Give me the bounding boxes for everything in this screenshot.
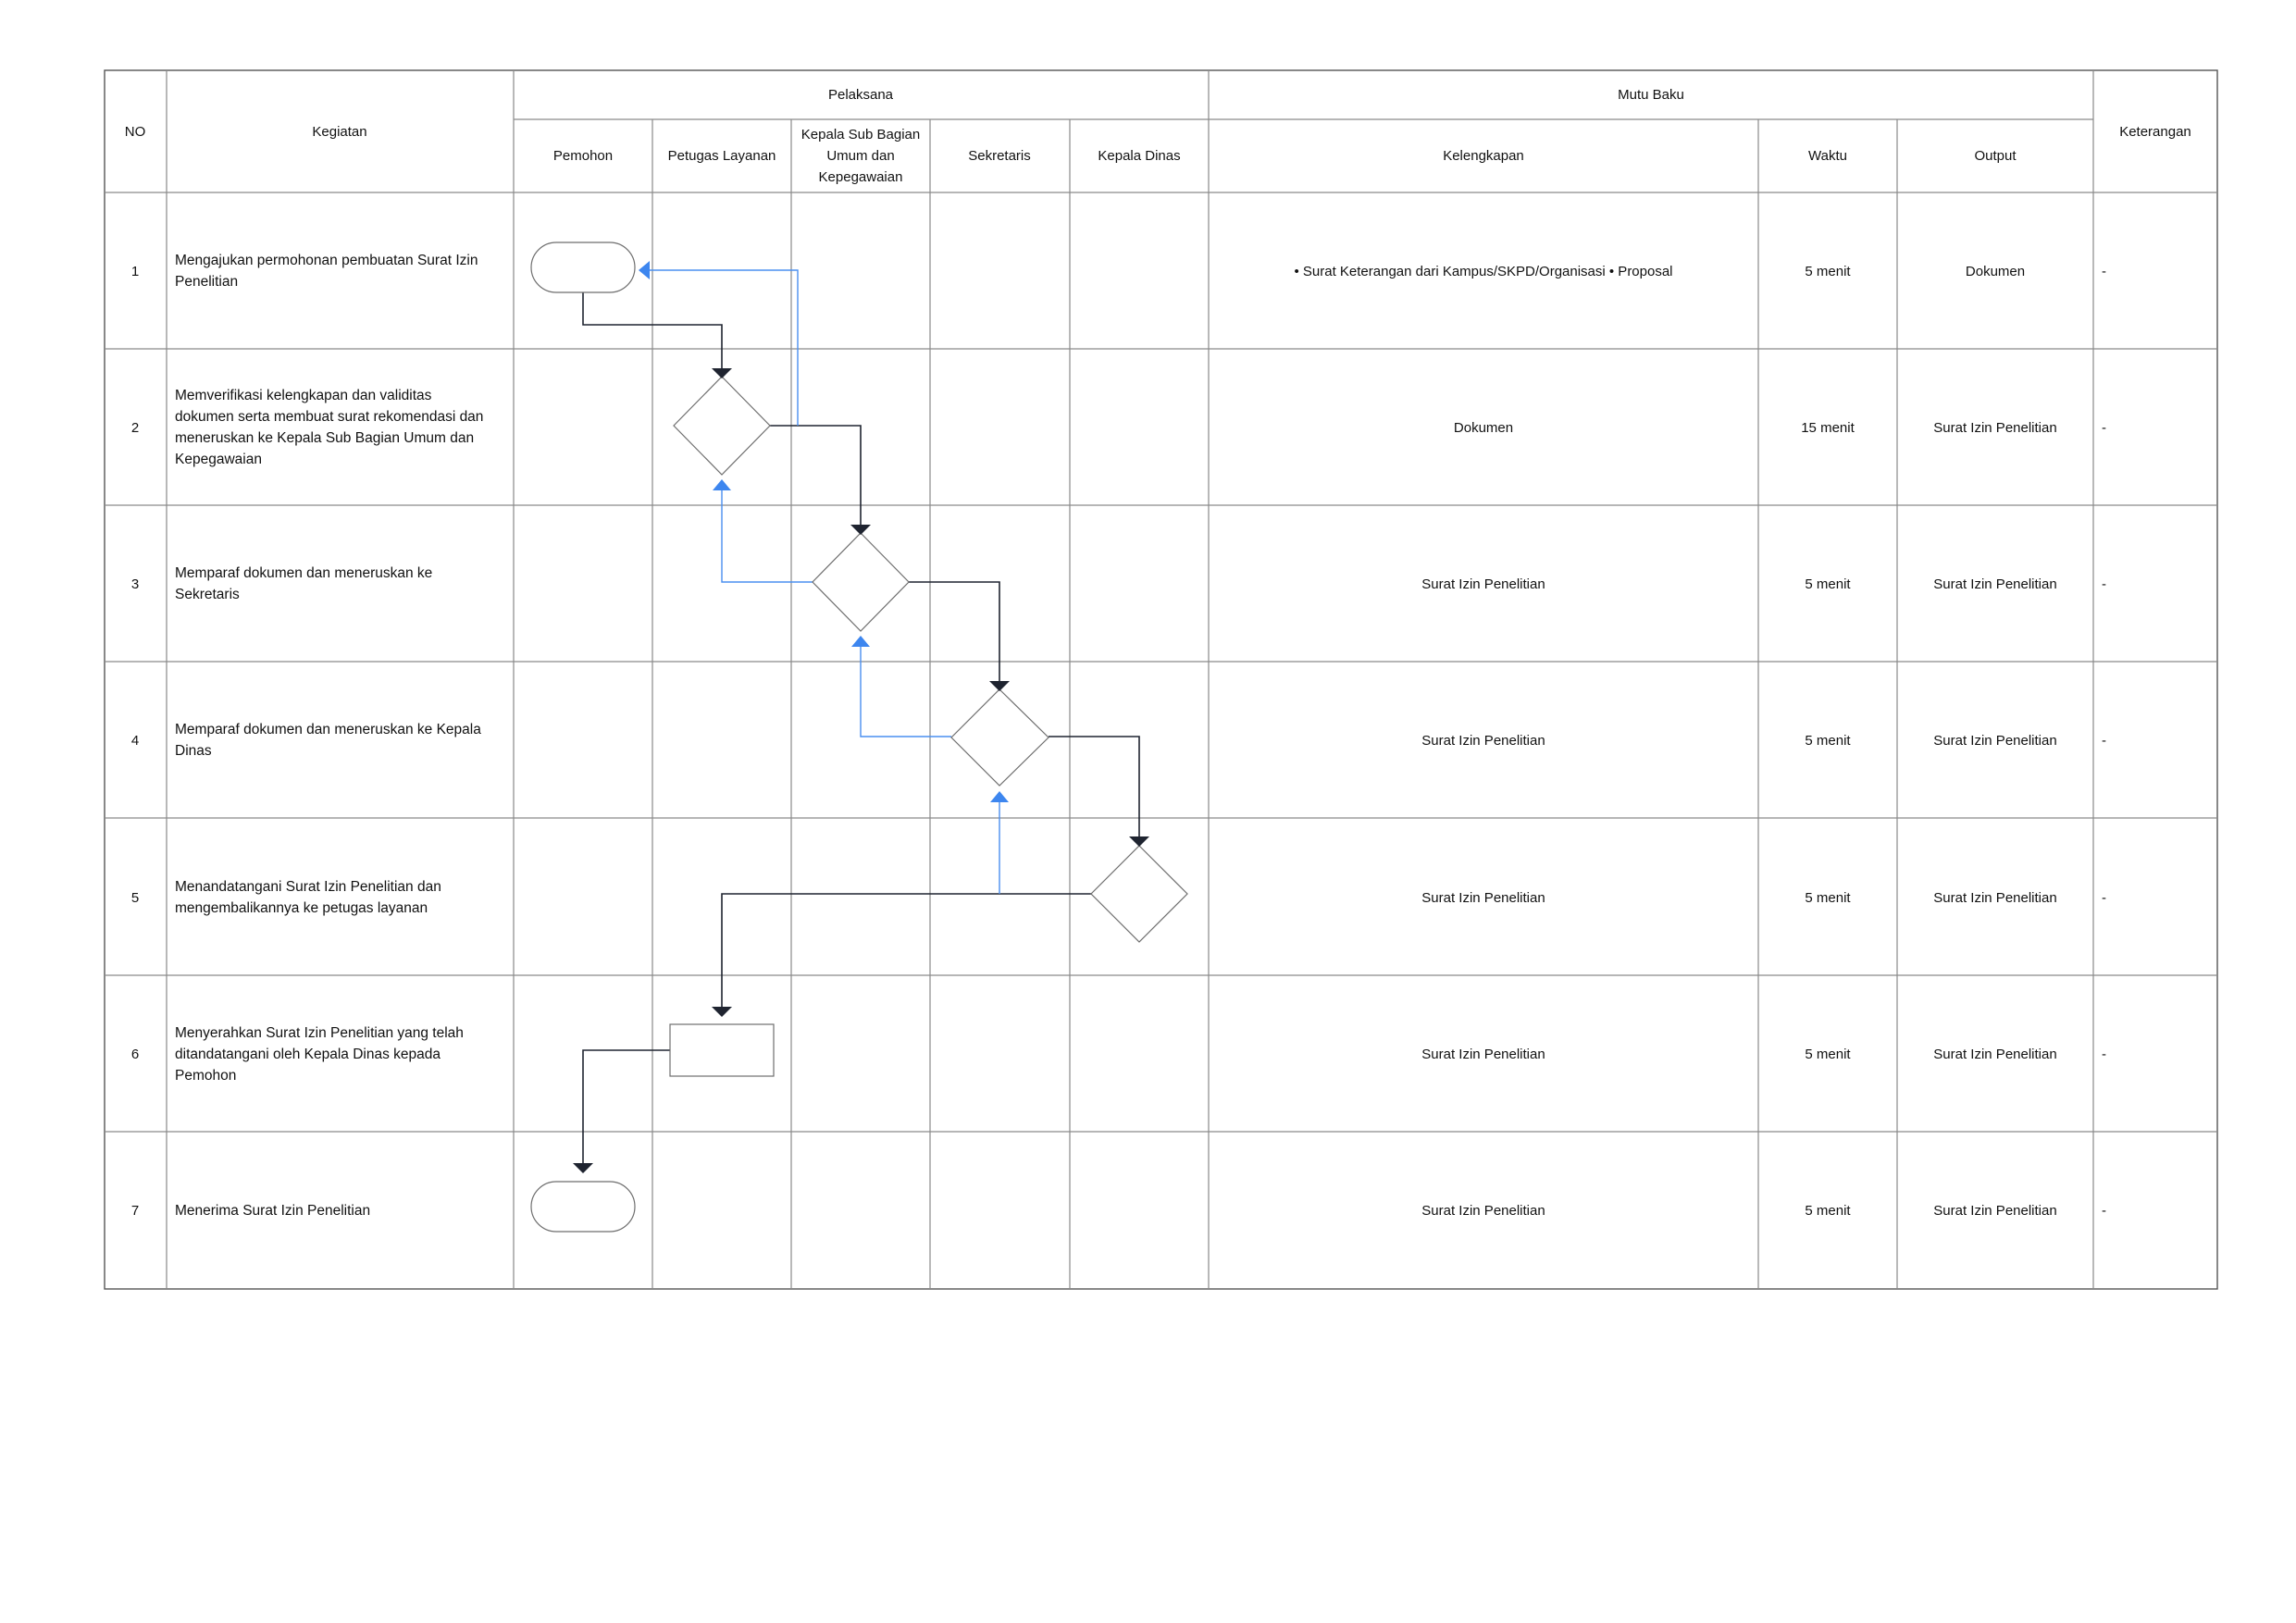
arrowhead-up-icon — [713, 479, 731, 490]
activity-text: Mengajukan permohonan pembuatan Surat Izin — [175, 253, 478, 268]
keterangan-cell: - — [2102, 890, 2106, 906]
decision-kadis-sign — [1091, 846, 1187, 942]
kelengkapan-cell: Surat Izin Penelitian — [1421, 576, 1545, 592]
output-cell: Surat Izin Penelitian — [1933, 1047, 2057, 1062]
decision-sekretaris-paraf — [951, 689, 1049, 786]
activity-text: Memparaf dokumen dan meneruskan ke — [175, 565, 433, 581]
keterangan-cell: - — [2102, 576, 2106, 592]
arrowhead-down-icon — [1129, 836, 1149, 847]
activity-text: Kepegawaian — [175, 452, 262, 467]
table-row — [131, 388, 2106, 467]
end-terminator — [531, 1182, 635, 1232]
output-cell: Surat Izin Penelitian — [1933, 1203, 2057, 1219]
keterangan-cell: - — [2102, 1203, 2106, 1219]
waktu-cell: 5 menit — [1805, 733, 1851, 749]
keterangan-cell: - — [2102, 264, 2106, 279]
kelengkapan-cell: Surat Izin Penelitian — [1421, 1047, 1545, 1062]
table-header — [125, 87, 2191, 185]
activity-text: meneruskan ke Kepala Sub Bagian Umum dan — [175, 430, 475, 446]
connector-5-to-6 — [722, 894, 1091, 1009]
activity-text: dokumen serta membuat surat rekomendasi dan — [175, 409, 484, 425]
row-number: 5 — [130, 890, 140, 906]
output-cell: Surat Izin Penelitian — [1933, 733, 2057, 749]
return-3-to-2 — [722, 485, 813, 582]
connector-4-to-5 — [1049, 737, 1139, 840]
waktu-cell: 5 menit — [1805, 1203, 1851, 1219]
keterangan-cell: - — [2102, 733, 2106, 749]
waktu-cell: 5 menit — [1805, 1047, 1851, 1062]
header-kegiatan: Kegiatan — [312, 124, 367, 140]
lane-header-kasubag-line-2: Umum dan — [826, 148, 895, 164]
table-row — [131, 722, 2106, 759]
header-output: Output — [1974, 148, 2017, 164]
return-4-to-3 — [861, 641, 951, 737]
waktu-cell: 15 menit — [1801, 420, 1855, 436]
waktu-cell: 5 menit — [1805, 264, 1851, 279]
flow-connectors — [583, 270, 1139, 1164]
connector-6-to-7 — [583, 1050, 670, 1164]
table-body — [131, 253, 2106, 1219]
activity-text: Menerima Surat Izin Penelitian — [175, 1203, 371, 1219]
row-number: 3 — [130, 576, 140, 592]
kelengkapan-cell: Surat Izin Penelitian — [1421, 1203, 1545, 1219]
header-pelaksana: Pelaksana — [827, 87, 894, 103]
activity-text: Menandatangani Surat Izin Penelitian dan — [175, 879, 441, 895]
connector-3-to-4 — [909, 582, 999, 684]
header-keterangan: Keterangan — [2119, 124, 2191, 140]
activity-text: Sekretaris — [175, 587, 240, 602]
activity-text: Memparaf dokumen dan meneruskan ke Kepala — [175, 722, 481, 737]
process-petugas-handover — [670, 1024, 774, 1076]
arrowhead-down-icon — [989, 681, 1010, 691]
start-terminator — [531, 242, 635, 292]
kelengkapan-cell: Dokumen — [1453, 420, 1514, 436]
keterangan-cell: - — [2102, 1047, 2106, 1062]
activity-text: Penelitian — [175, 274, 239, 290]
row-number: 4 — [130, 733, 140, 749]
output-cell: Dokumen — [1965, 264, 2026, 279]
activity-text: Dinas — [175, 743, 212, 759]
waktu-cell: 5 menit — [1805, 890, 1851, 906]
header-waktu: Waktu — [1808, 148, 1847, 164]
kelengkapan-cell: • Surat Keterangan dari Kampus/SKPD/Organisasi • Proposal — [1294, 264, 1673, 279]
keterangan-cell: - — [2102, 420, 2106, 436]
activity-text: Pemohon — [175, 1068, 237, 1084]
output-cell: Surat Izin Penelitian — [1933, 420, 2057, 436]
table-row — [131, 253, 2106, 290]
kelengkapan-cell: Surat Izin Penelitian — [1421, 890, 1545, 906]
arrowhead-down-icon — [712, 1007, 732, 1017]
arrowhead-down-icon — [850, 525, 871, 535]
header-kelengkapan: Kelengkapan — [1443, 148, 1524, 164]
activity-text: Menyerahkan Surat Izin Penelitian yang telah — [175, 1025, 464, 1041]
connector-2-to-3 — [770, 426, 861, 527]
decision-petugas-verify — [674, 377, 770, 475]
row-number: 1 — [130, 264, 140, 279]
activity-text: ditandatangani oleh Kepala Dinas kepada — [175, 1047, 441, 1062]
header-mutu-baku: Mutu Baku — [1618, 87, 1684, 103]
lane-header-kadis: Kepala Dinas — [1098, 148, 1181, 164]
waktu-cell: 5 menit — [1805, 576, 1851, 592]
table-row — [131, 565, 2106, 602]
arrowhead-left-icon — [639, 261, 650, 279]
arrowhead-down-icon — [573, 1163, 593, 1173]
arrowhead-up-icon — [851, 636, 870, 647]
output-cell: Surat Izin Penelitian — [1933, 576, 2057, 592]
arrowhead-up-icon — [990, 791, 1009, 802]
decision-kasubag-paraf — [813, 533, 909, 631]
header-no: NO — [124, 124, 146, 140]
table-row — [131, 1025, 2106, 1084]
arrowhead-down-icon — [712, 368, 732, 378]
row-number: 6 — [130, 1047, 140, 1062]
row-number: 7 — [130, 1203, 140, 1219]
lane-header-kasubag-line-3: Kepegawaian — [818, 169, 903, 185]
activity-text: mengembalikannya ke petugas layanan — [175, 900, 428, 916]
activity-text: Memverifikasi kelengkapan dan validitas — [175, 388, 432, 403]
lane-header-pemohon: Pemohon — [552, 148, 614, 164]
table-row — [131, 1203, 2106, 1219]
row-number: 2 — [130, 420, 140, 436]
lane-header-sekretaris: Sekretaris — [968, 148, 1031, 164]
lane-header-petugas: Petugas Layanan — [667, 148, 776, 164]
kelengkapan-cell: Surat Izin Penelitian — [1421, 733, 1545, 749]
lane-header-kasubag-line-1: Kepala Sub Bagian — [800, 127, 921, 142]
output-cell: Surat Izin Penelitian — [1933, 890, 2057, 906]
